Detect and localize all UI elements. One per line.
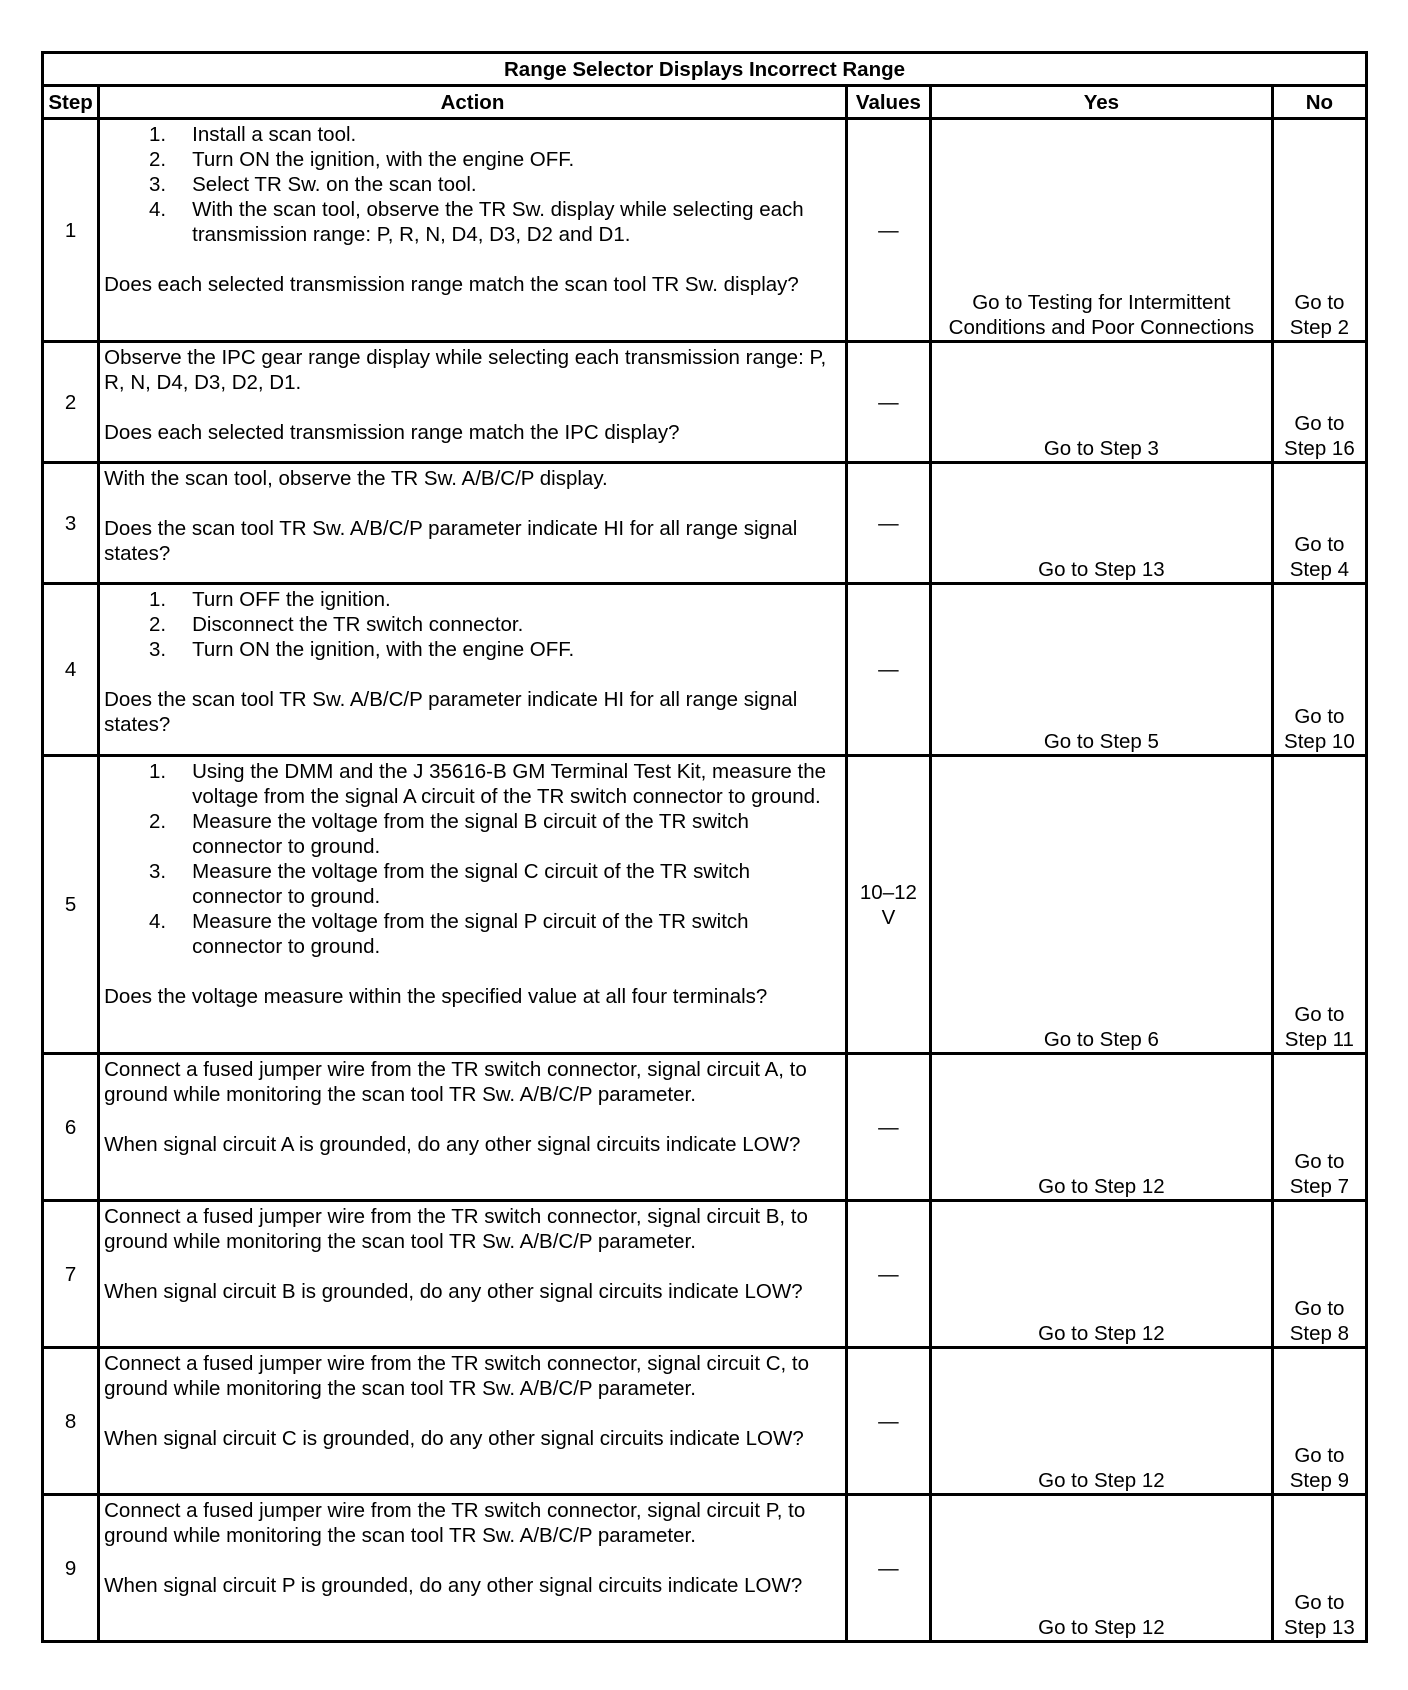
action-cell [99,756,847,1054]
action-cell [99,584,847,756]
action-question: Does each selected transmission range match the IPC display? [104,421,680,444]
table-row [43,463,1367,584]
action-question: Does the voltage measure within the specified value at all four terminals? [104,985,768,1008]
table-row [43,584,1367,756]
no-cell: Go to Step 4 [1272,463,1366,584]
action-intro: Connect a fused jumper wire from the TR switch connector, signal circuit P, to ground while monitoring the scan tool TR Sw. A/B/C/P parameter. [104,1499,806,1547]
action-steps [104,587,841,662]
action-cell [99,1495,847,1642]
table-row [43,1348,1367,1495]
yes-cell: Go to Step 5 [931,584,1273,756]
step-number: 5 [43,756,99,1054]
action-step-item: 2. Disconnect the TR switch connector. [149,613,524,636]
no-cell: Go to Step 7 [1272,1054,1366,1201]
values-cell: — [846,119,930,342]
action-intro: Connect a fused jumper wire from the TR switch connector, signal circuit C, to ground while monitoring the scan tool TR Sw. A/B/C/P parameter. [104,1352,810,1400]
action-question: Does each selected transmission range match the scan tool TR Sw. display? [104,273,799,296]
action-cell [99,463,847,584]
values-cell: — [846,1495,930,1642]
yes-cell: Go to Step 12 [931,1495,1273,1642]
step-number: 2 [43,342,99,463]
action-question: Does the scan tool TR Sw. A/B/C/P parameter indicate HI for all range signal states? [104,688,798,736]
action-step-item: 1. Turn OFF the ignition. [149,588,391,611]
action-question: Does the scan tool TR Sw. A/B/C/P parameter indicate HI for all range signal states? [104,517,798,565]
no-cell: Go to Step 2 [1272,119,1366,342]
header-action: Action [99,86,847,119]
no-cell: Go to Step 16 [1272,342,1366,463]
action-question: When signal circuit P is grounded, do any other signal circuits indicate LOW? [104,1574,803,1597]
values-cell: — [846,1054,930,1201]
header-step: Step [43,86,99,119]
action-intro: With the scan tool, observe the TR Sw. A/B/C/P display. [104,467,608,490]
table-body [43,119,1367,1642]
step-number: 7 [43,1201,99,1348]
action-step-item: 4. With the scan tool, observe the TR Sw. display while selecting each transmission range: P, R, N, D4, D3, D2 and D1. [149,198,804,246]
table-row [43,756,1367,1054]
action-step-item: 3. Select TR Sw. on the scan tool. [149,173,477,196]
action-step-item: 3. Turn ON the ignition, with the engine OFF. [149,638,575,661]
no-cell: Go to Step 10 [1272,584,1366,756]
action-cell [99,1201,847,1348]
diagnostic-table [41,51,1368,1643]
values-cell: — [846,1201,930,1348]
header-no: No [1272,86,1366,119]
action-intro: Observe the IPC gear range display while selecting each transmission range: P, R, N, D4, D3, D2, D1. [104,346,827,394]
action-question: When signal circuit B is grounded, do any other signal circuits indicate LOW? [104,1280,803,1303]
action-steps [104,759,841,959]
action-cell [99,119,847,342]
no-cell: Go to Step 11 [1272,756,1366,1054]
action-cell [99,1348,847,1495]
action-cell [99,1054,847,1201]
step-number: 4 [43,584,99,756]
values-cell: — [846,1348,930,1495]
table-row [43,1201,1367,1348]
no-cell: Go to Step 13 [1272,1495,1366,1642]
action-step-item: 3. Measure the voltage from the signal C circuit of the TR switch connector to ground. [149,860,751,908]
table-row [43,119,1367,342]
yes-cell: Go to Step 6 [931,756,1273,1054]
no-cell: Go to Step 8 [1272,1201,1366,1348]
yes-cell: Go to Step 12 [931,1348,1273,1495]
table-row [43,342,1367,463]
action-steps [104,122,841,247]
step-number: 1 [43,119,99,342]
values-cell: — [846,584,930,756]
action-question: When signal circuit A is grounded, do any other signal circuits indicate LOW? [104,1133,801,1156]
yes-cell: Go to Step 12 [931,1054,1273,1201]
no-cell: Go to Step 9 [1272,1348,1366,1495]
action-cell [99,342,847,463]
action-step-item: 2. Measure the voltage from the signal B circuit of the TR switch connector to ground. [149,810,749,858]
yes-cell: Go to Step 3 [931,342,1273,463]
values-cell: — [846,463,930,584]
table-title: Range Selector Displays Incorrect Range [43,53,1367,86]
action-step-item: 1. Install a scan tool. [149,123,357,146]
yes-cell: Go to Testing for Intermittent Conditions and Poor Connections [931,119,1273,342]
action-step-item: 2. Turn ON the ignition, with the engine OFF. [149,148,575,171]
step-number: 3 [43,463,99,584]
values-cell: — [846,342,930,463]
header-yes: Yes [931,86,1273,119]
header-values: Values [846,86,930,119]
yes-cell: Go to Step 12 [931,1201,1273,1348]
step-number: 8 [43,1348,99,1495]
table-row [43,1054,1367,1201]
action-intro: Connect a fused jumper wire from the TR switch connector, signal circuit A, to ground while monitoring the scan tool TR Sw. A/B/C/P parameter. [104,1058,807,1106]
action-intro: Connect a fused jumper wire from the TR switch connector, signal circuit B, to ground while monitoring the scan tool TR Sw. A/B/C/P parameter. [104,1205,808,1253]
step-number: 9 [43,1495,99,1642]
table-row [43,1495,1367,1642]
yes-cell: Go to Step 13 [931,463,1273,584]
step-number: 6 [43,1054,99,1201]
action-question: When signal circuit C is grounded, do any other signal circuits indicate LOW? [104,1427,804,1450]
values-cell: 10–12 V [846,756,930,1054]
action-step-item: 1. Using the DMM and the J 35616-B GM Terminal Test Kit, measure the voltage from the signal A circuit of the TR switch connector to ground. [149,760,827,808]
action-step-item: 4. Measure the voltage from the signal P circuit of the TR switch connector to ground. [149,910,749,958]
